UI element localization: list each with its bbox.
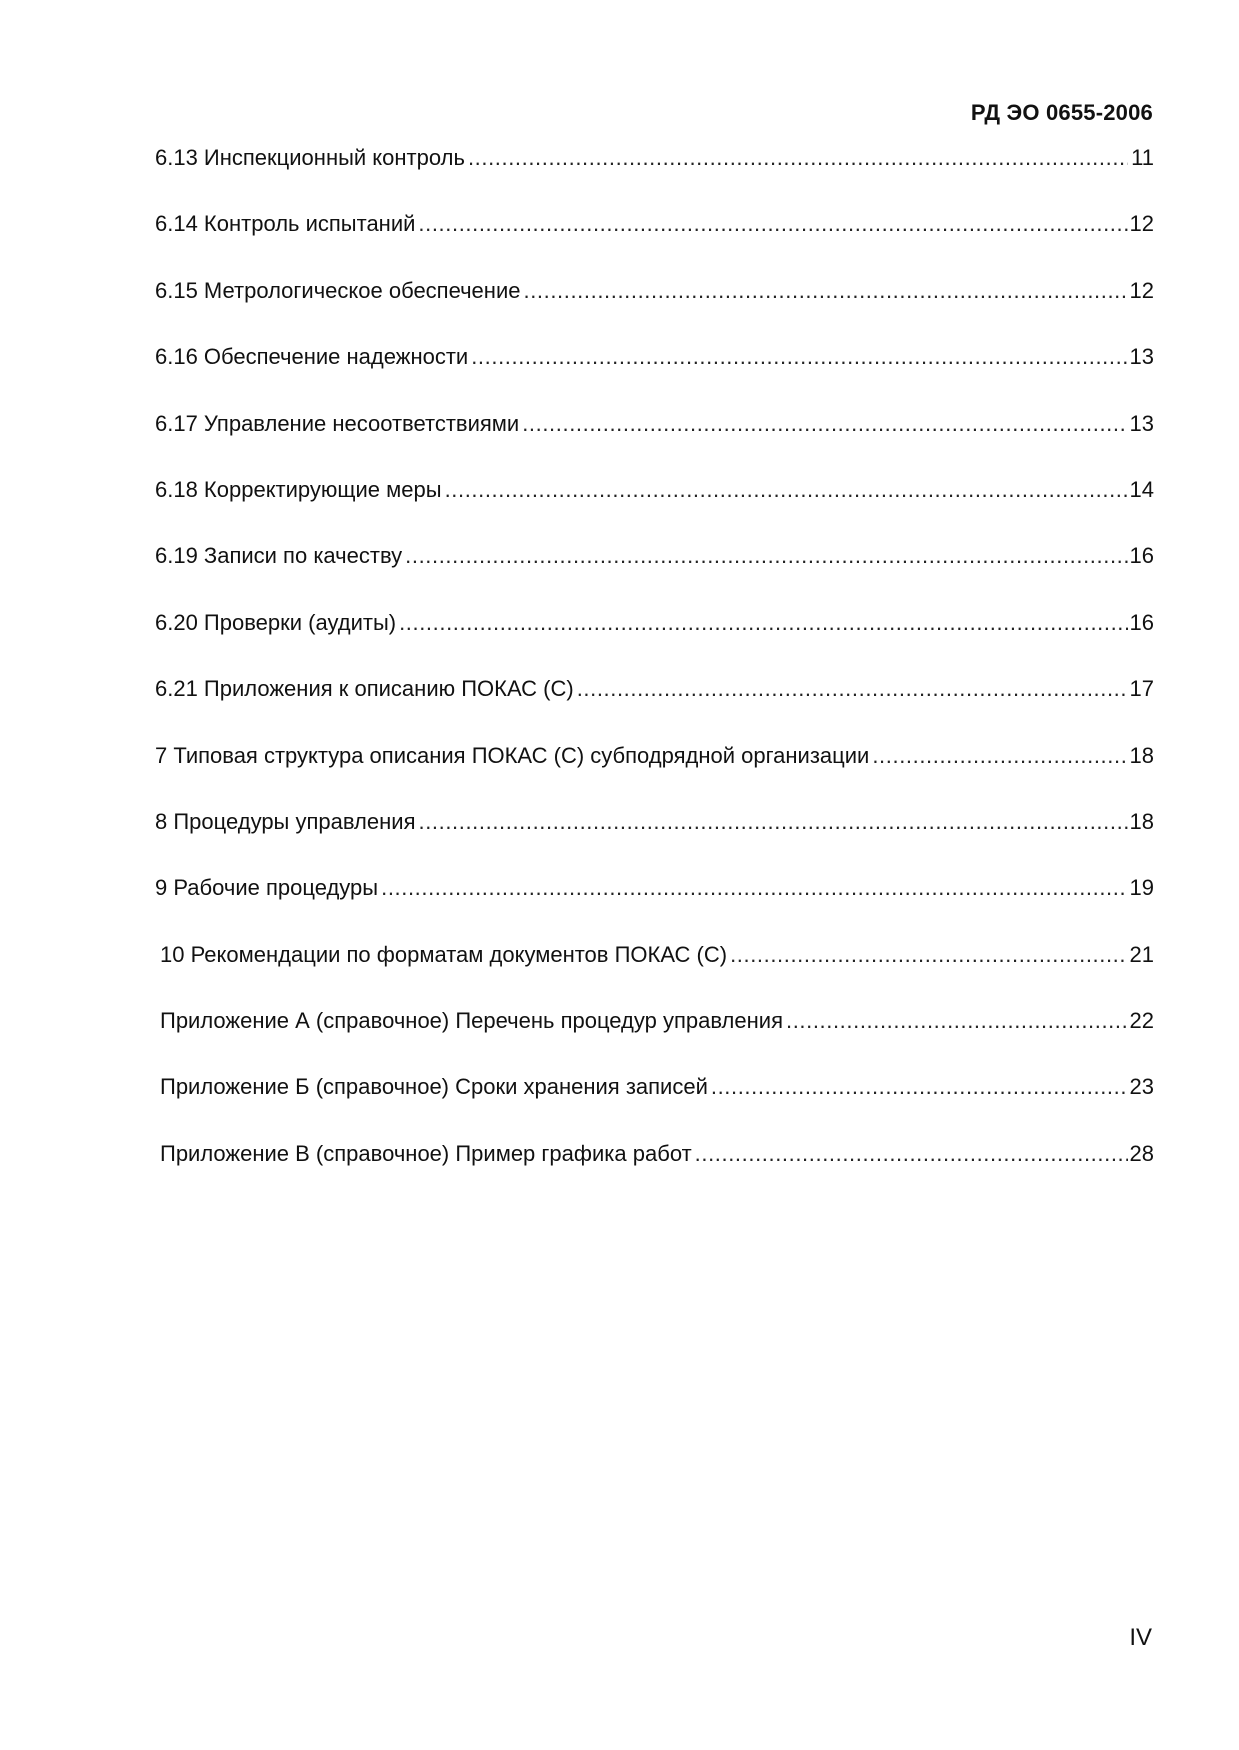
toc-entry-title: Приложение Б (справочное) Сроки хранения записей: [160, 1074, 708, 1100]
toc-entry-title: 6.18 Корректирующие меры: [155, 476, 442, 502]
toc-entry: [155, 873, 1154, 939]
toc-entry: [155, 807, 1154, 873]
toc-leader-dots: [418, 807, 1127, 837]
toc-entry: [155, 741, 1154, 807]
toc-entry-page: 13: [1129, 344, 1154, 370]
toc-entry-page: 11: [1131, 145, 1154, 170]
toc-entry-page: 14: [1129, 476, 1154, 502]
toc-leader-dots: [381, 873, 1127, 903]
toc-leader-dots: [522, 409, 1127, 439]
toc-entry-title: 6.21 Приложения к описанию ПОКАС (С): [155, 676, 574, 702]
toc-leader-dots: [405, 541, 1127, 571]
toc-entry-page: 21: [1129, 941, 1154, 967]
toc-entry: [155, 276, 1154, 342]
toc-entry: [155, 674, 1154, 740]
toc-entry-title: 6.20 Проверки (аудиты): [155, 609, 397, 635]
toc-entry-page: 28: [1129, 1140, 1154, 1166]
toc-leader-dots: [730, 940, 1127, 970]
toc-entry: [155, 608, 1154, 674]
toc-entry-page: 18: [1129, 742, 1154, 768]
toc-entry: [155, 209, 1154, 275]
toc-entry-page: 17: [1129, 676, 1154, 702]
toc-entry-page: 19: [1129, 875, 1154, 901]
toc-entry: [155, 1072, 1154, 1138]
toc-entry-title: 6.15 Метрологическое обеспечение: [155, 277, 521, 303]
page-number: IV: [1129, 1624, 1152, 1651]
toc-entry: [155, 1006, 1154, 1072]
toc-entry-title: 6.14 Контроль испытаний: [155, 211, 416, 237]
toc-entry: [155, 541, 1154, 607]
toc-entry-page: 23: [1129, 1074, 1154, 1100]
toc-entry: [155, 1139, 1154, 1205]
toc-entry-title: 10 Рекомендации по форматам документов ПОКАС (С): [160, 941, 728, 967]
toc-leader-dots: [711, 1072, 1128, 1102]
toc-entry: [155, 475, 1154, 541]
toc-entry: [155, 409, 1154, 475]
toc-leader-dots: [577, 674, 1128, 704]
toc-entry-title: Приложение А (справочное) Перечень процедур управления: [160, 1008, 783, 1034]
toc-entry-title: Приложение В (справочное) Пример графика работ: [160, 1140, 692, 1166]
toc-entry-page: 12: [1129, 211, 1154, 237]
toc-leader-dots: [523, 276, 1127, 306]
toc-entry-page: 12: [1129, 277, 1154, 303]
toc-entry-page: 13: [1129, 410, 1154, 436]
toc-entry-title: 7 Типовая структура описания ПОКАС (С) субподрядной организации: [155, 742, 870, 768]
toc-entry: [155, 940, 1154, 1006]
toc-leader-dots: [786, 1006, 1128, 1036]
toc-leader-dots: [471, 342, 1127, 372]
toc-entry-title: 6.13 Инспекционный контроль: [155, 145, 465, 170]
toc-entry-page: 16: [1129, 609, 1154, 635]
toc-leader-dots: [872, 741, 1127, 771]
toc-leader-dots: [468, 143, 1128, 173]
toc-entry-page: 22: [1129, 1008, 1154, 1034]
toc-entry-page: 18: [1129, 808, 1154, 834]
toc-leader-dots: [445, 475, 1128, 505]
table-of-contents: [155, 143, 1154, 1205]
toc-entry-title: 6.16 Обеспечение надежности: [155, 344, 469, 370]
toc-leader-dots: [695, 1139, 1128, 1169]
toc-entry-page: 16: [1129, 543, 1154, 569]
toc-entry-title: 8 Процедуры управления: [155, 808, 416, 834]
toc-leader-dots: [399, 608, 1127, 638]
toc-entry-title: 6.17 Управление несоответствиями: [155, 410, 520, 436]
toc-entry-title: 9 Рабочие процедуры: [155, 875, 379, 901]
toc-entry: [155, 143, 1154, 209]
toc-entry-title: 6.19 Записи по качеству: [155, 543, 403, 569]
toc-entry: [155, 342, 1154, 408]
toc-leader-dots: [418, 209, 1127, 239]
document-code: РД ЭО 0655-2006: [970, 100, 1153, 125]
